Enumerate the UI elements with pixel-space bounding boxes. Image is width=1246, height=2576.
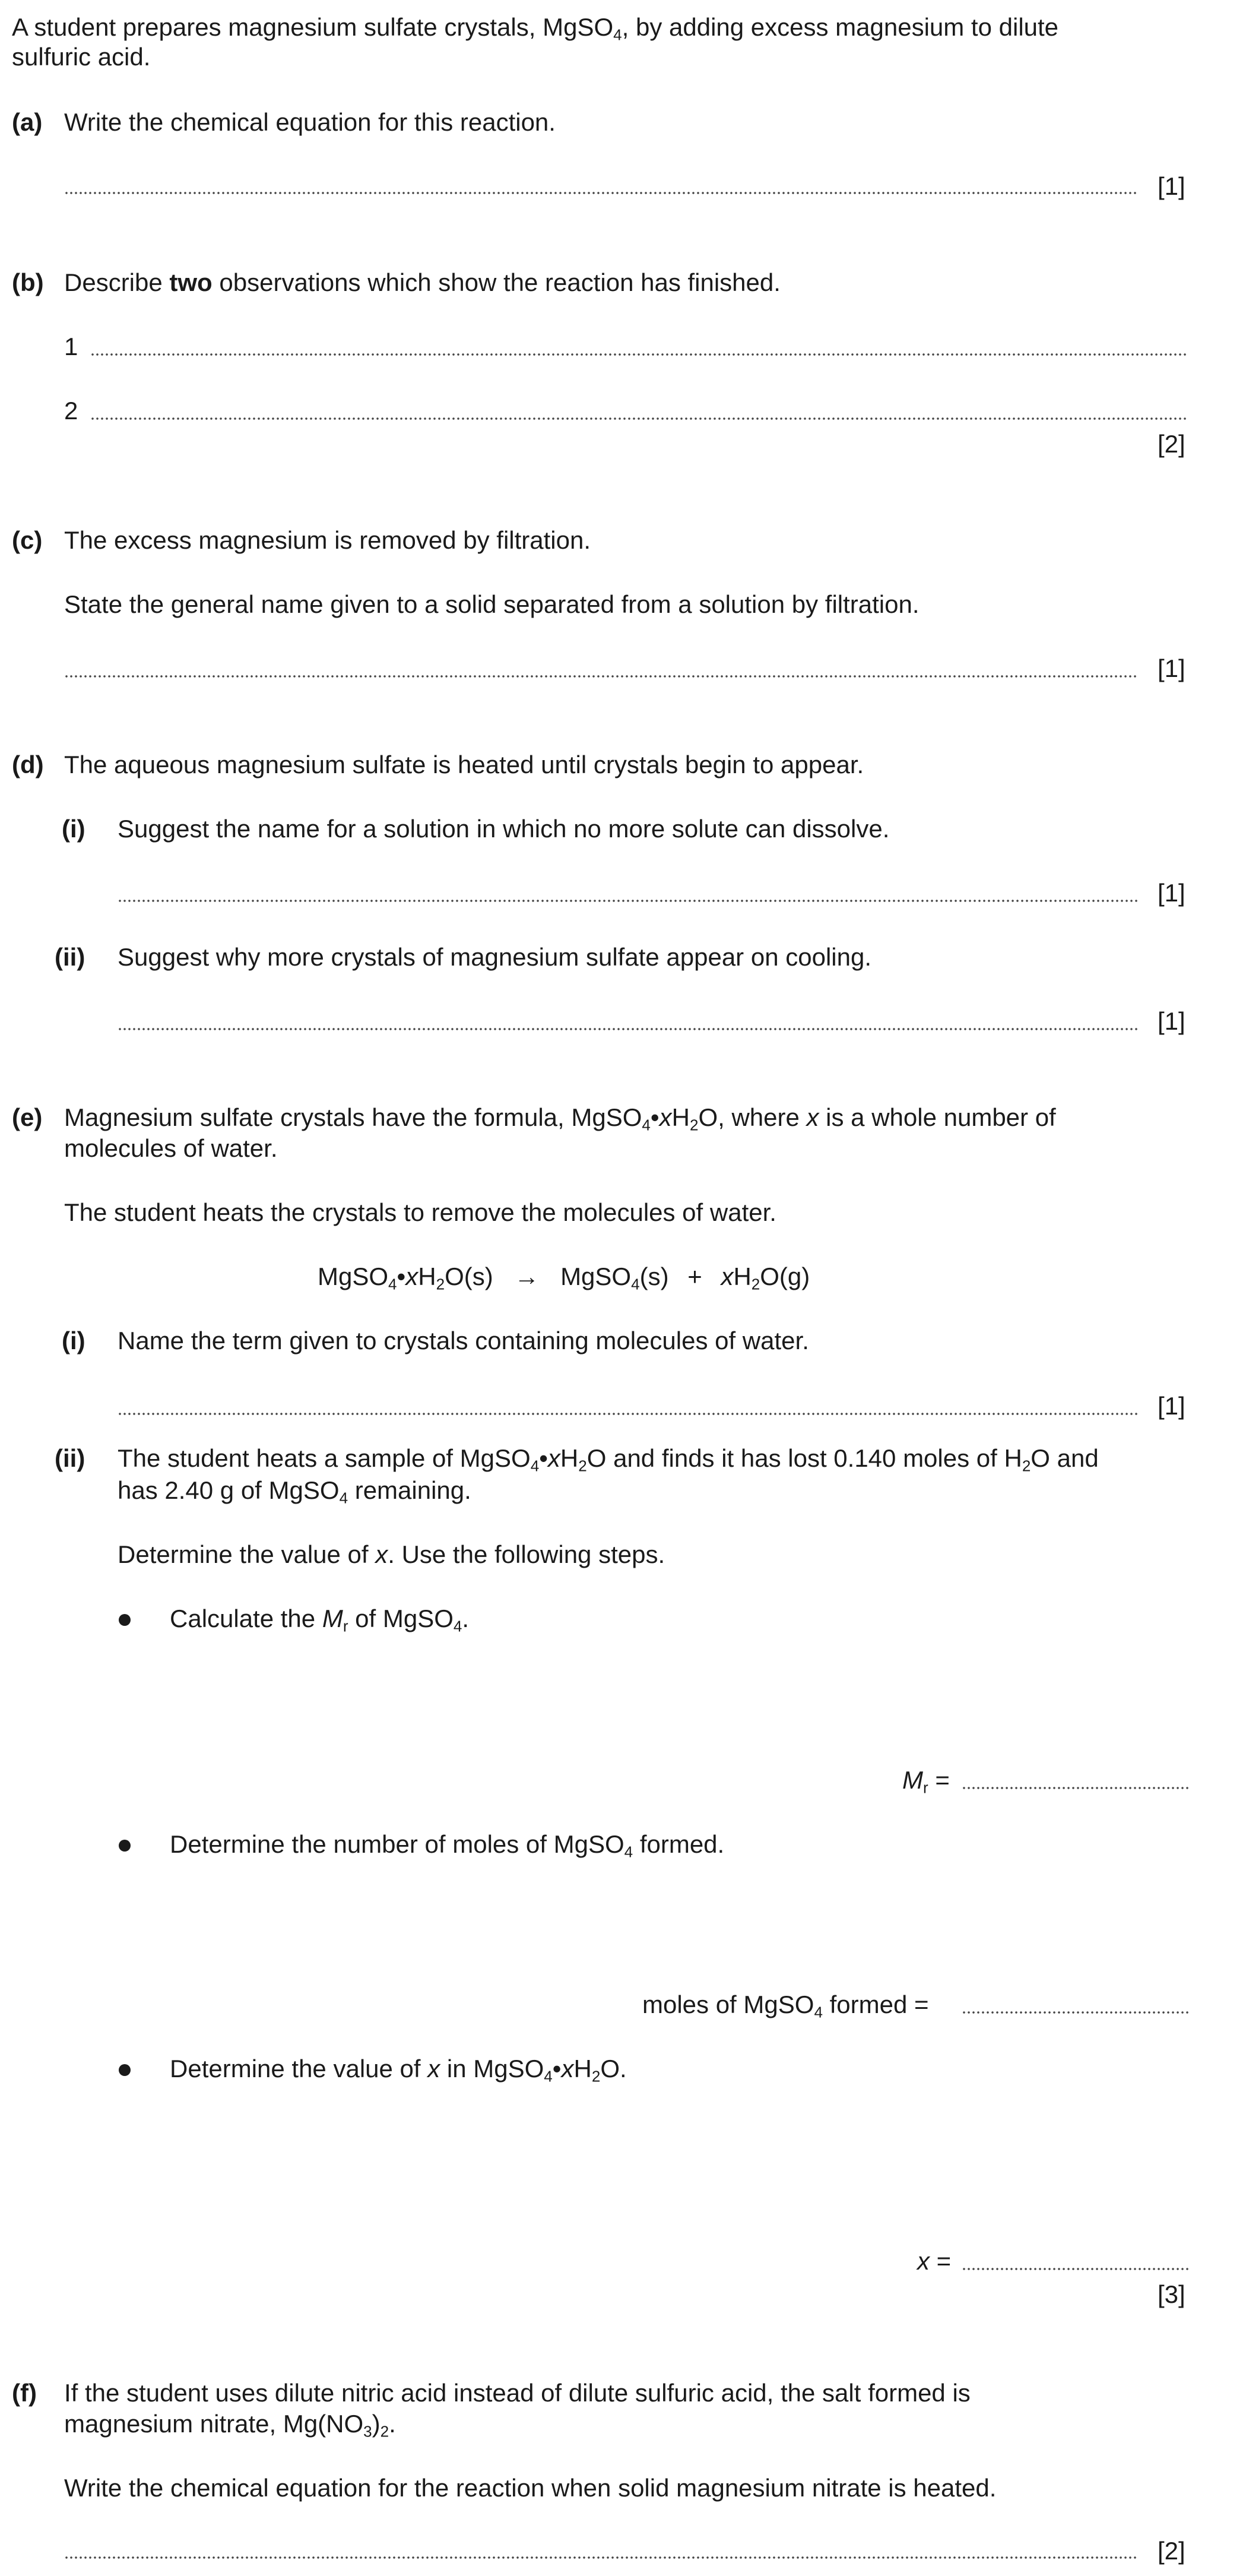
step-2-answer-line[interactable] — [962, 2011, 1188, 2014]
part-e-ii-line-1: The student heats a sample of $MgSO_4•xH_2O$ and finds it has lost 0.140 moles of $H_2O$ and — [118, 1444, 1099, 1475]
reaction-arrow-icon: → — [514, 1262, 540, 1290]
part-b-number-2: 2 — [64, 397, 78, 425]
part-c-line-1: The excess magnesium is removed by filtration. — [64, 526, 591, 554]
part-b-number-1: 1 — [64, 333, 78, 360]
part-b-question: Describe two observations which show the reaction has finished. — [64, 268, 781, 296]
part-d-ii-marks: [1] — [1158, 1007, 1185, 1035]
intro-line-2: sulfuric acid. — [12, 43, 151, 71]
part-e-i-marks: [1] — [1158, 1392, 1185, 1420]
bullet-1 — [119, 1614, 131, 1626]
intro-line-1: A student prepares magnesium sulfate crystals, MgSO$_4$, by adding excess magnesium to dilute — [12, 13, 1059, 44]
step-3-text: Determine the value of x in $MgSO_4•xH_2O$. — [170, 2055, 627, 2086]
part-f-line-2: magnesium nitrate, $Mg(NO_3)_2$. — [64, 2410, 396, 2441]
part-d-stem: The aqueous magnesium sulfate is heated until crystals begin to appear. — [64, 751, 864, 779]
part-d-i-question: Suggest the name for a solution in which no more solute can dissolve. — [118, 815, 890, 843]
part-f-label: (f) — [12, 2379, 37, 2407]
part-d-label: (d) — [12, 751, 44, 779]
part-b-answer-line-1[interactable] — [90, 353, 1188, 356]
part-e-ii-marks: [3] — [1158, 2280, 1185, 2308]
part-b-marks: [2] — [1158, 430, 1185, 458]
part-e-label: (e) — [12, 1103, 43, 1131]
part-e-stem-line-3: The student heats the crystals to remove the molecules of water. — [64, 1198, 776, 1226]
bullet-2 — [119, 1840, 131, 1852]
step-2-answer-label: moles of MgSO$_4$ formed = — [642, 1990, 929, 2021]
part-a-question: Write the chemical equation for this reaction. — [64, 108, 556, 136]
part-a-answer-line[interactable] — [64, 191, 1137, 195]
part-d-ii-label: (ii) — [55, 943, 85, 971]
part-d-i-label: (i) — [62, 815, 85, 843]
part-b-label: (b) — [12, 268, 44, 296]
part-c-line-2: State the general name given to a solid separated from a solution by filtration. — [64, 590, 920, 618]
part-e-i-answer-line[interactable] — [118, 1412, 1137, 1416]
part-d-i-marks: [1] — [1158, 879, 1185, 907]
part-d-i-answer-line[interactable] — [118, 899, 1137, 903]
part-e-stem-line-2: molecules of water. — [64, 1134, 278, 1162]
part-e-stem-line-1: Magnesium sulfate crystals have the formula, $MgSO_4•xH_2O$, where x is a whole number of — [64, 1103, 1056, 1134]
part-a-marks: [1] — [1158, 172, 1185, 200]
part-b-answer-line-2[interactable] — [90, 417, 1188, 420]
step-1-answer-label: $M_r$ = — [902, 1766, 950, 1797]
step-1-answer-line[interactable] — [962, 1786, 1188, 1790]
part-f-answer-line[interactable] — [64, 2556, 1137, 2559]
step-3-answer-line[interactable] — [962, 2267, 1188, 2271]
part-f-line-1: If the student uses dilute nitric acid instead of dilute sulfuric acid, the salt formed is — [64, 2379, 971, 2407]
part-c-answer-line[interactable] — [64, 675, 1137, 678]
part-e-ii-label: (ii) — [55, 1444, 85, 1472]
part-c-label: (c) — [12, 526, 43, 554]
part-f-line-3: Write the chemical equation for the reaction when solid magnesium nitrate is heated. — [64, 2474, 997, 2502]
step-1-text: Calculate the $M_r$ of MgSO$_4$. — [170, 1605, 470, 1635]
part-e-equation: $MgSO_4•xH_2O(s)$ → MgSO$_4$(s) + $xH_2O(g)$ — [318, 1262, 810, 1293]
part-f-marks: [2] — [1158, 2537, 1185, 2565]
part-a-label: (a) — [12, 108, 43, 136]
part-e-ii-line-2: has 2.40 g of MgSO$_4$ remaining. — [118, 1476, 471, 1507]
step-3-answer-label: x = — [917, 2247, 952, 2275]
step-2-text: Determine the number of moles of MgSO$_4$ formed. — [170, 1830, 725, 1861]
part-e-ii-steps: Determine the value of x. Use the following steps. — [118, 1540, 665, 1568]
part-d-ii-answer-line[interactable] — [118, 1027, 1137, 1031]
part-d-ii-question: Suggest why more crystals of magnesium sulfate appear on cooling. — [118, 943, 871, 971]
part-e-i-question: Name the term given to crystals containing molecules of water. — [118, 1327, 809, 1355]
part-c-marks: [1] — [1158, 654, 1185, 682]
part-e-i-label: (i) — [62, 1327, 85, 1355]
bullet-3 — [119, 2064, 131, 2076]
